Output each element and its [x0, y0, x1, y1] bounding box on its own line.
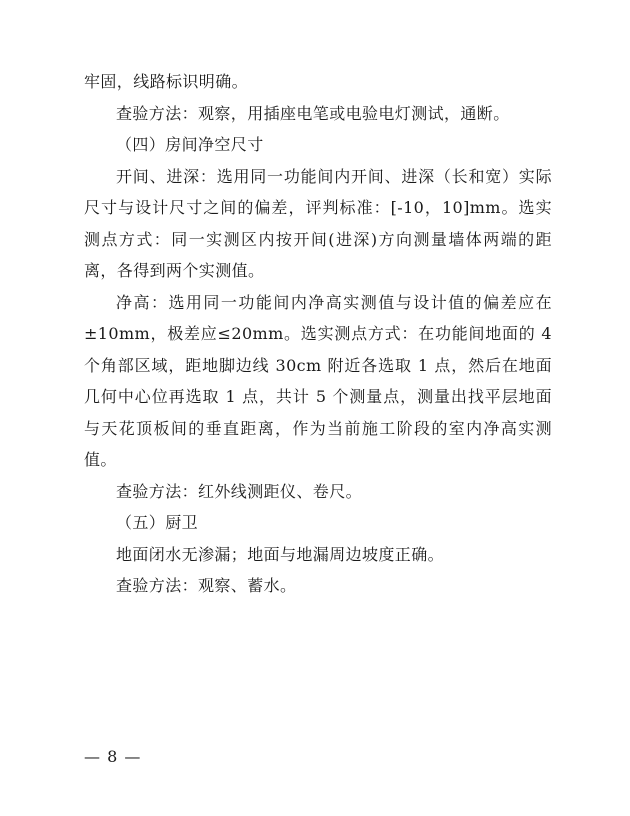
- paragraph-bay-depth: 开间、进深：选用同一功能间内开间、进深（长和宽）实际尺寸与设计尺寸之间的偏差，评判标准：[-10，10]mm。选实测点方式：同一实测区内按开间(进深)方向测量墙体两端的距离，各得到两个实测值。: [84, 166, 552, 280]
- page-number: — 8 —: [84, 747, 142, 766]
- paragraph-inspection-method-electrical: 查验方法：观察，用插座电笔或电验电灯测试，通断。: [116, 103, 510, 123]
- paragraph-clear-height: 净高：选用同一功能间内净高实测值与设计值的偏差应在±10mm，极差应≤20mm。选实测点方式：在功能间地面的 4 个角部区域，距地脚边线 30cm 附近各选取 1 点，然后在地面几何中心位再选取 1 点，共计 5 个测量点，测量出找平层地面与天花顶板间的垂直距离，作为当前施工阶段的室内净高实测值。: [84, 292, 552, 469]
- section-heading-kitchen-bath: （五）厨卫: [116, 513, 199, 532]
- section-heading-room-clearance: （四）房间净空尺寸: [116, 135, 264, 154]
- paragraph-inspection-method-water: 查验方法：观察、蓄水。: [116, 576, 297, 595]
- paragraph-inspection-method-measure: 查验方法：红外线测距仪、卷尺。: [116, 481, 363, 501]
- paragraph-floor-waterproof: 地面闭水无渗漏；地面与地漏周边坡度正确。: [116, 544, 445, 564]
- document-body: [84, 66, 552, 602]
- paragraph-continuation: 牢固，线路标识明确。: [84, 72, 249, 91]
